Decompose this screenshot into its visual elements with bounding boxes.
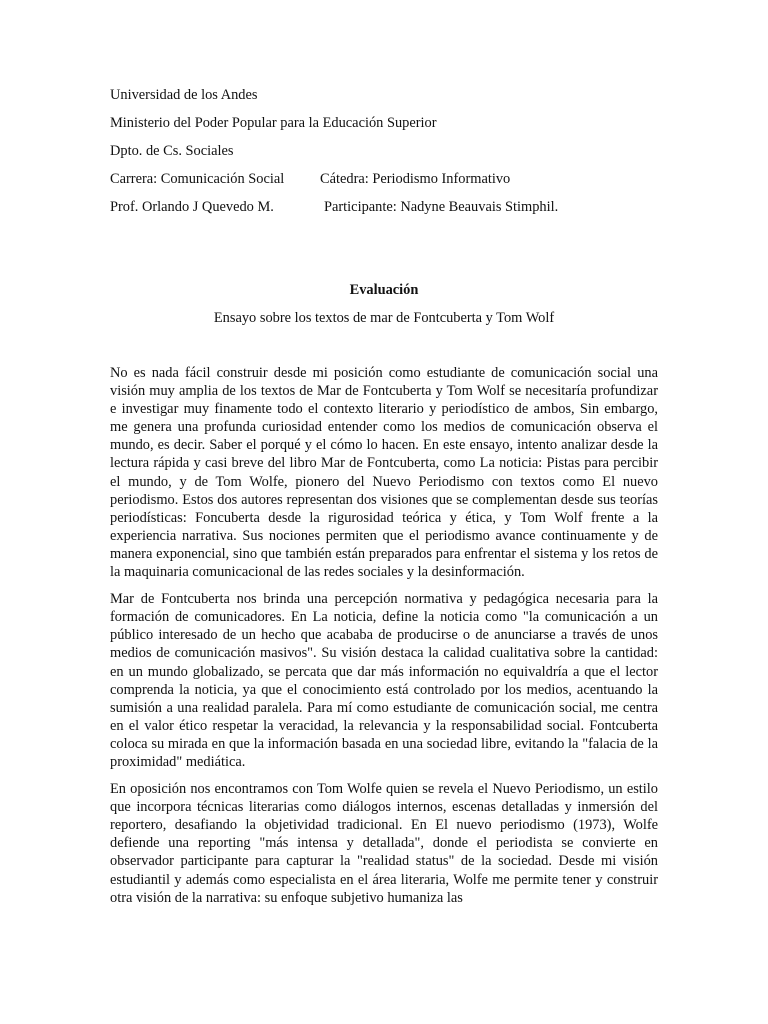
document-subtitle: Ensayo sobre los textos de mar de Fontcuberta y Tom Wolf — [213, 310, 555, 326]
ministry-line: Ministerio del Poder Popular para la Educación Superior — [110, 115, 437, 131]
essay-paragraph-2: Mar de Fontcuberta nos brinda una percepción normativa y pedagógica necesaria para la formación de comunicadores. En La noticia, define la noticia como "la comunicación a un público interesado de un hecho que acababa de producirse o de anunciarse a través de unos medios de comunicación masivos". Su visión destaca la calidad cualitativa sobre la cantidad: en un mundo globalizado, se percata que dar más información no equivaldría a que el lector comprenda la noticia, ya que el conocimiento está controlado por los medios, acentuando la sumisión a una realidad paralela. Para mí como estudiante de comunicación social, me centra en el valor ético respetar la veracidad, la relevancia y la responsabilidad social. Fontcuberta coloca su mirada en que la información basada en una sociedad libre, evitando la "falacia de la proximidad" mediática. — [110, 591, 658, 770]
professor-line: Prof. Orlando J Quevedo M. — [110, 199, 274, 215]
department-line: Dpto. de Cs. Sociales — [110, 143, 234, 159]
essay-paragraph-1: No es nada fácil construir desde mi posición como estudiante de comunicación social una visión muy amplia de los textos de Mar de Fontcuberta y Tom Wolf se necesitaría profundizar e investigar muy finamente todo el contexto literario y periodístico de ambos, Sin embargo, me genera una profunda curiosidad entender como los medios de comunicación observa el mundo, es decir. Saber el porqué y el cómo lo hacen. En este ensayo, intento analizar desde la lectura rápida y casi breve del libro Mar de Fontcuberta, como La noticia: Pistas para percibir el mundo, y de Tom Wolfe, pionero del Nuevo Periodismo con textos como El nuevo periodismo. Estos dos autores representan dos visiones que se complementan desde sus teorías periodísticas: Foncuberta desde la rigurosidad teórica y ética, y Tom Wolf frente a la experiencia narrativa. Sus nociones permiten que el periodismo avance continuamente y de manera exponencial, sino que también están preparados para enfrentar el sistema y los retos de la maquinaria comunicacional de las redes sociales y la desinformación. — [110, 365, 658, 581]
document-title: Evaluación — [349, 282, 419, 298]
essay-paragraph-3: En oposición nos encontramos con Tom Wolfe quien se revela el Nuevo Periodismo, un estilo que incorpora técnicas literarias como diálogos internos, escenas detalladas y inmersión del reportero, desafiando la objetividad tradicional. En El nuevo periodismo (1973), Wolfe defiende una reporting "más intensa y detallada", donde el periodista se convierte en observador participante para capturar la "realidad status" de la sociedad. Desde mi visión estudiantil y además como especialista en el área literaria, Wolfe me permite tener y construir otra visión de la narrativa: su enfoque subjetivo humaniza las — [110, 781, 658, 906]
chair-line: Cátedra: Periodismo Informativo — [320, 171, 511, 187]
career-line: Carrera: Comunicación Social — [110, 171, 285, 187]
university-line: Universidad de los Andes — [110, 87, 258, 103]
essay-body — [110, 364, 658, 916]
participant-line: Participante: Nadyne Beauvais Stimphil. — [324, 199, 559, 215]
